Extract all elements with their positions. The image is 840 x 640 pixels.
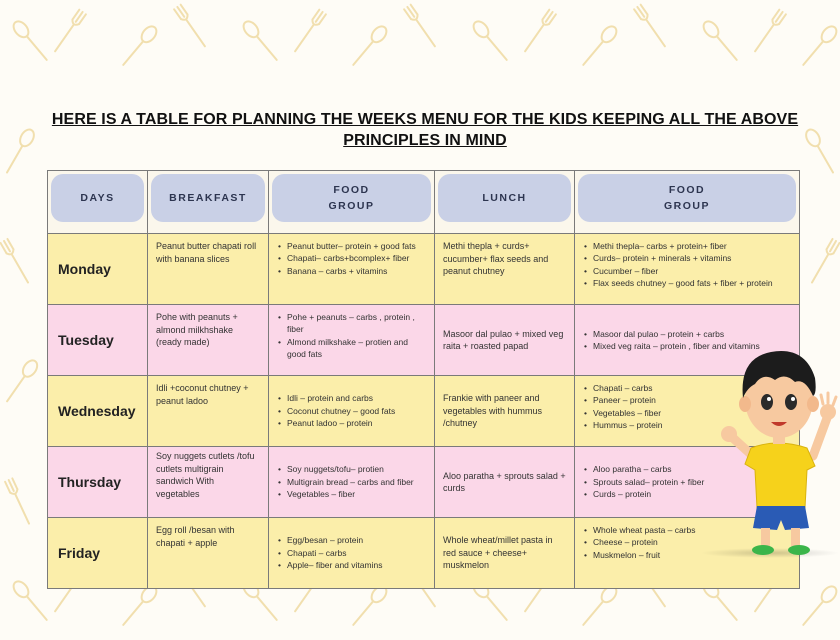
breakfast-group-cell [269,518,435,589]
lunch-cell: Masoor dal pulao + mixed veg raita + roasted papad [435,305,575,376]
list-item: • Peanut ladoo – protein [287,417,426,429]
list-item: • Peanut butter– protein + good fats [287,240,426,252]
breakfast-group-cell [269,234,435,305]
table-row-thursday [48,447,800,518]
page-title: HERE IS A TABLE FOR PLANNING THE WEEKS MENU FOR THE KIDS KEEPING ALL THE ABOVE PRINCIPLES IN MIND [51,111,799,149]
list-item: • Mixed veg raita – protein , fiber and vitamins [593,340,791,352]
lunch-cell: Frankie with paneer and vegetables with hummus /chutney [435,376,575,447]
list-item: • Curds – protein [593,488,791,500]
list-item: • Chapati– carbs+bcomplex+ fiber [287,252,426,264]
list-item: • Cheese – protein [593,536,791,548]
header-breakfast-food-group: FOOD GROUP [269,171,435,234]
list-item: • Banana – carbs + vitamins [287,265,426,277]
header-lunch: LUNCH [435,171,575,234]
list-item: • Chapati – carbs [287,547,426,559]
weekly-menu-table [47,170,799,571]
list-item: • Soy nuggets/tofu– protien [287,463,426,475]
day-cell: Wednesday [48,376,148,447]
list-item: • Muskmelon – fruit [593,549,791,561]
list-item: • Chapati – carbs [593,382,791,394]
lunch-cell: Whole wheat/millet pasta in red sauce + cheese+ muskmelon [435,518,575,589]
list-item: • Coconut chutney – good fats [287,405,426,417]
table-row-tuesday [48,305,800,376]
breakfast-group-cell [269,376,435,447]
list-item: • Sprouts salad– protein + fiber [593,476,791,488]
day-cell: Tuesday [48,305,148,376]
header-days: DAYS [48,171,148,234]
cartoon-boy-illustration [715,338,840,560]
list-item: • Vegetables – fiber [287,488,426,500]
list-item: • Paneer – protein [593,394,791,406]
list-item: • Masoor dal pulao – protein + carbs [593,328,791,340]
list-item: • Methi thepla– carbs + protein+ fiber [593,240,791,252]
list-item: • Cucumber – fiber [593,265,791,277]
table-row-friday [48,518,800,589]
day-cell: Monday [48,234,148,305]
breakfast-cell: Pohe with peanuts + almond milkhshake (ready made) [148,305,269,376]
list-item: • Flax seeds chutney – good fats + fiber + protein [593,277,791,289]
breakfast-cell: Egg roll /besan with chapati + apple [148,518,269,589]
list-item: • Idli – protein and carbs [287,392,426,404]
table-row-wednesday [48,376,800,447]
lunch-group-cell [575,234,800,305]
header-breakfast: BREAKFAST [148,171,269,234]
list-item: • Almond milkshake – protien and good fats [287,336,426,361]
breakfast-cell: Peanut butter chapati roll with banana slices [148,234,269,305]
table-header-row [48,171,800,234]
day-cell: Friday [48,518,148,589]
list-item: • Aloo paratha – carbs [593,463,791,475]
lunch-cell: Aloo paratha + sprouts salad + curds [435,447,575,518]
breakfast-group-cell [269,305,435,376]
breakfast-cell: Soy nuggets cutlets /tofu cutlets multigrain sandwich With vegetables [148,447,269,518]
breakfast-group-cell [269,447,435,518]
table-row-monday [48,234,800,305]
list-item: • Multigrain bread – carbs and fiber [287,476,426,488]
list-item: • Egg/besan – protein [287,534,426,546]
list-item: • Apple– fiber and vitamins [287,559,426,571]
list-item: • Hummus – protein [593,419,791,431]
breakfast-cell: Idli +coconut chutney + peanut ladoo [148,376,269,447]
list-item: • Curds– protein + minerals + vitamins [593,252,791,264]
list-item: • Pohe + peanuts – carbs , protein , fiber [287,311,426,336]
header-lunch-food-group: FOOD GROUP [575,171,800,234]
list-item: • Whole wheat pasta – carbs [593,524,791,536]
list-item: • Vegetables – fiber [593,407,791,419]
lunch-cell: Methi thepla + curds+ cucumber+ flax seeds and peanut chutney [435,234,575,305]
day-cell: Thursday [48,447,148,518]
